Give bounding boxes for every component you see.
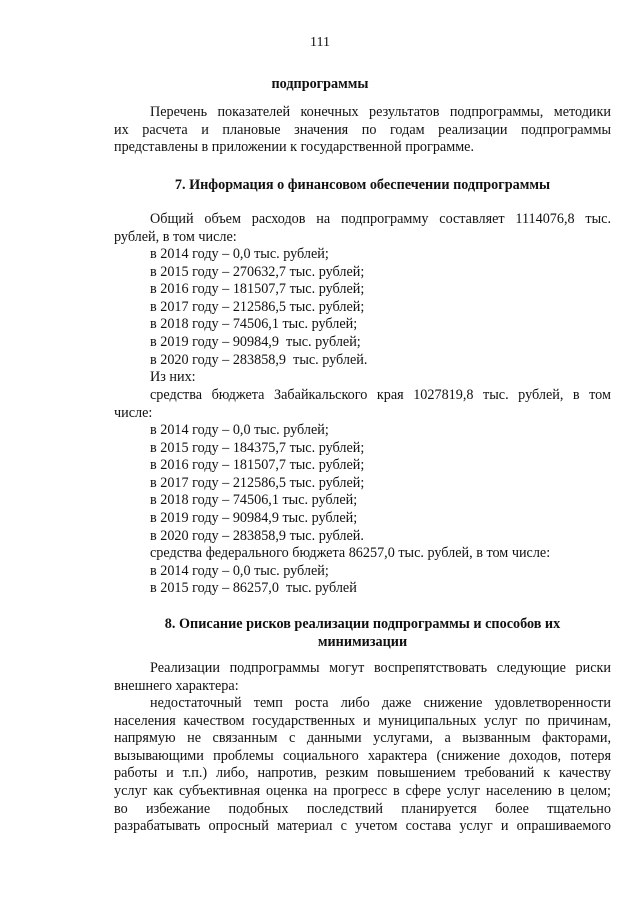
list-item: в 2019 году – 90984,9 тыс. рублей;: [150, 509, 358, 526]
heading-line: 8. Описание рисков реализации подпрограммы и способов их: [164, 616, 561, 632]
paragraph-line: работы и т.п.) либо, напротив, резким повышением требований к качеству: [114, 765, 611, 782]
list-item: в 2016 году – 181507,7 тыс. рублей;: [150, 457, 365, 474]
paragraph-line: их расчета и плановые значения по годам реализации подпрограммы: [114, 121, 611, 138]
continuation-heading: подпрограммы: [271, 76, 369, 92]
paragraph-line: вызывающими проблемы социального характера (снижение доходов, потеря: [114, 747, 611, 764]
heading-line: минимизации: [317, 633, 408, 650]
total-years-list: [150, 246, 611, 387]
list-item: в 2020 году – 283858,9 тыс. рублей.: [150, 527, 364, 544]
list-item: в 2014 году – 0,0 тыс. рублей;: [150, 246, 329, 262]
paragraph-line: средства бюджета Забайкальского края 1027819,8 тыс. рублей, в том: [150, 387, 611, 403]
paragraph-line: напрямую не связанным с данными услугами, а вызванным факторами,: [114, 730, 611, 747]
list-item: в 2015 году – 184375,7 тыс. рублей;: [150, 439, 365, 456]
list-item: в 2017 году – 212586,5 тыс. рублей;: [150, 298, 365, 315]
paragraph-line: недостаточный темп роста либо даже снижение удовлетворенности: [150, 695, 611, 711]
list-item: в 2017 году – 212586,5 тыс. рублей;: [150, 474, 365, 491]
list-item: в 2015 году – 270632,7 тыс. рублей;: [150, 263, 365, 280]
paragraph-line: внешнего характера:: [114, 677, 239, 694]
section-7-total-paragraph: [114, 211, 611, 246]
regional-years-list: [150, 422, 611, 598]
of-them-label: Из них:: [150, 369, 196, 386]
section-8-intro-paragraph: [114, 660, 611, 695]
list-item: в 2014 году – 0,0 тыс. рублей;: [150, 562, 329, 579]
list-item: в 2018 году – 74506,1 тыс. рублей;: [150, 492, 358, 509]
paragraph-line: Общий объем расходов на подпрограмму составляет 1114076,8 тыс.: [150, 211, 611, 227]
list-item: в 2014 году – 0,0 тыс. рублей;: [150, 422, 329, 438]
list-item: в 2019 году – 90984,9 тыс. рублей;: [150, 333, 361, 350]
paragraph-line: услуг как субъективная оценка на прогресс в сфере услуг населению в целом;: [114, 782, 611, 799]
paragraph-line: Перечень показателей конечных результатов подпрограммы, методики: [150, 104, 611, 120]
list-item: в 2015 году – 86257,0 тыс. рублей: [150, 580, 357, 597]
section-7-heading: 7. Информация о финансовом обеспечении подпрограммы: [174, 177, 551, 193]
federal-budget-intro: средства федерального бюджета 86257,0 тыс. рублей, в том числе:: [150, 545, 551, 562]
regional-budget-paragraph: [114, 387, 611, 422]
paragraph-line: во избежание подобных последствий планируется более тщательно: [114, 800, 611, 817]
list-item: в 2016 году – 181507,7 тыс. рублей;: [150, 281, 365, 298]
paragraph-line: населения качеством государственных и муниципальных услуг по причинам,: [114, 712, 611, 729]
page-number: 111: [310, 35, 330, 50]
intro-paragraph: [114, 104, 611, 157]
paragraph-line: разрабатывать опросный материал с учетом состава услуг и опрашиваемого: [114, 818, 611, 835]
paragraph-line: числе:: [114, 404, 153, 421]
paragraph-line: рублей, в том числе:: [114, 228, 237, 245]
paragraph-line: Реализации подпрограммы могут воспрепятствовать следующие риски: [150, 660, 611, 676]
list-item: в 2018 году – 74506,1 тыс. рублей;: [150, 316, 358, 333]
paragraph-line: представлены в приложении к государственной программе.: [114, 139, 475, 156]
section-8-heading: [114, 616, 611, 651]
risk-description-paragraph: [114, 695, 611, 836]
list-item: в 2020 году – 283858,9 тыс. рублей.: [150, 351, 368, 368]
